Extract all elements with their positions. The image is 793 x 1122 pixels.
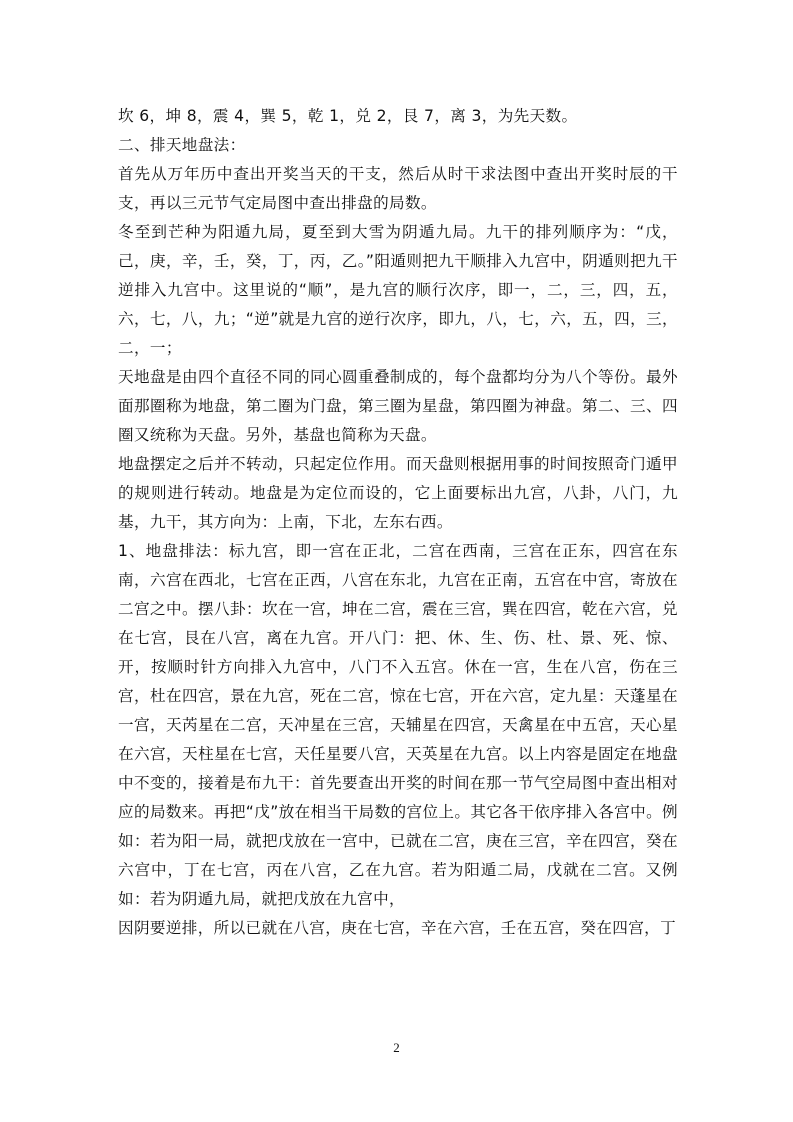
paragraph-yindun-yangdun: 冬至到芒种为阳遁九局，夏至到大雪为阴遁九局。九干的排列顺序为：“戊，己，庚，辛，壬，癸，丁，丙，乙。”阳遁则把九干顺排入九宫中，阴遁则把九干逆排入九宫中。这里说的“顺”，是九宫的顺行次序，即一，二，三，四，五，六，七，八，九；“逆”就是九宫的逆行次序，即九，八，七，六，五，四，三，二，一； (118, 223, 678, 357)
paragraph-reverse-order: 因阴要逆排，所以已就在八宫，庚在七宫，辛在六宫，壬在五宫，癸在四宫，丁 (118, 919, 677, 937)
document-body (118, 102, 678, 943)
paragraph-xiantian-numbers: 坎 6，坤 8，震 4，巽 5，乾 1，兑 2，艮 7，离 3，为先天数。 (118, 107, 578, 125)
paragraph-dipan-method: 1、地盘排法：标九宫，即一宫在正北，二宫在西南，三宫在正东，四宫在东南，六宫在西北，七宫在正西，八宫在东北，九宫在正南，五宫在中宫，寄放在二宫之中。摆八卦：坎在一宫，坤在二宫，震在三宫，巽在四宫，乾在六宫，兑在七宫，艮在八宫，离在九宫。开八门：把、休、生、伤、杜、景、死、惊、开，按顺时针方向排入九宫中，八门不入五宫。休在一宫，生在八宫，伤在三宫，杜在四宫，景在九宫，死在二宫，惊在七宫，开在六宫，定九星：天蓬星在一宫，天芮星在二宫，天冲星在三宫，天辅星在四宫，天禽星在中五宫，天心星在六宫，天柱星在七宫，天任星要八宫，天英星在九宫。以上内容是固定在地盘中不变的，接着是布九干：首先要查出开奖的时间在那一节气空局图中查出相对应的局数来。再把“戊”放在相当干局数的宫位上。其它各干依序排入各宫中。例如：若为阳一局，就把戊放在一宫中，已就在二宫，庚在三宫，辛在四宫，癸在六宫中，丁在七宫，丙在八宫，乙在九宫。若为阳遁二局，戊就在二宫。又例如：若为阴遁九局，就把戊放在九宫中， (118, 542, 678, 908)
paragraph-tiandipan-structure: 天地盘是由四个直径不同的同心圆重叠制成的，每个盘都均分为八个等份。最外面那圈称为地盘，第二圈为门盘，第三圈为星盘，第四圈为神盘。第二、三、四圈又统称为天盘。另外，基盘也简称为天盘。 (118, 368, 678, 444)
paragraph-dipan-fixed: 地盘摆定之后并不转动，只起定位作用。而天盘则根据用事的时间按照奇门遁甲的规则进行转动。地盘是为定位而设的，它上面要标出九宫，八卦，八门，九基，九干，其方向为：上南，下北，左东右西。 (118, 455, 678, 531)
page-number: 2 (393, 1040, 400, 1055)
section-heading-tiandipan: 二、排天地盘法： (118, 136, 246, 154)
paragraph-ganzhi-lookup: 首先从万年历中查出开奖当天的干支，然后从时干求法图中查出开奖时辰的干支，再以三元节气定局图中查出排盘的局数。 (118, 165, 678, 212)
